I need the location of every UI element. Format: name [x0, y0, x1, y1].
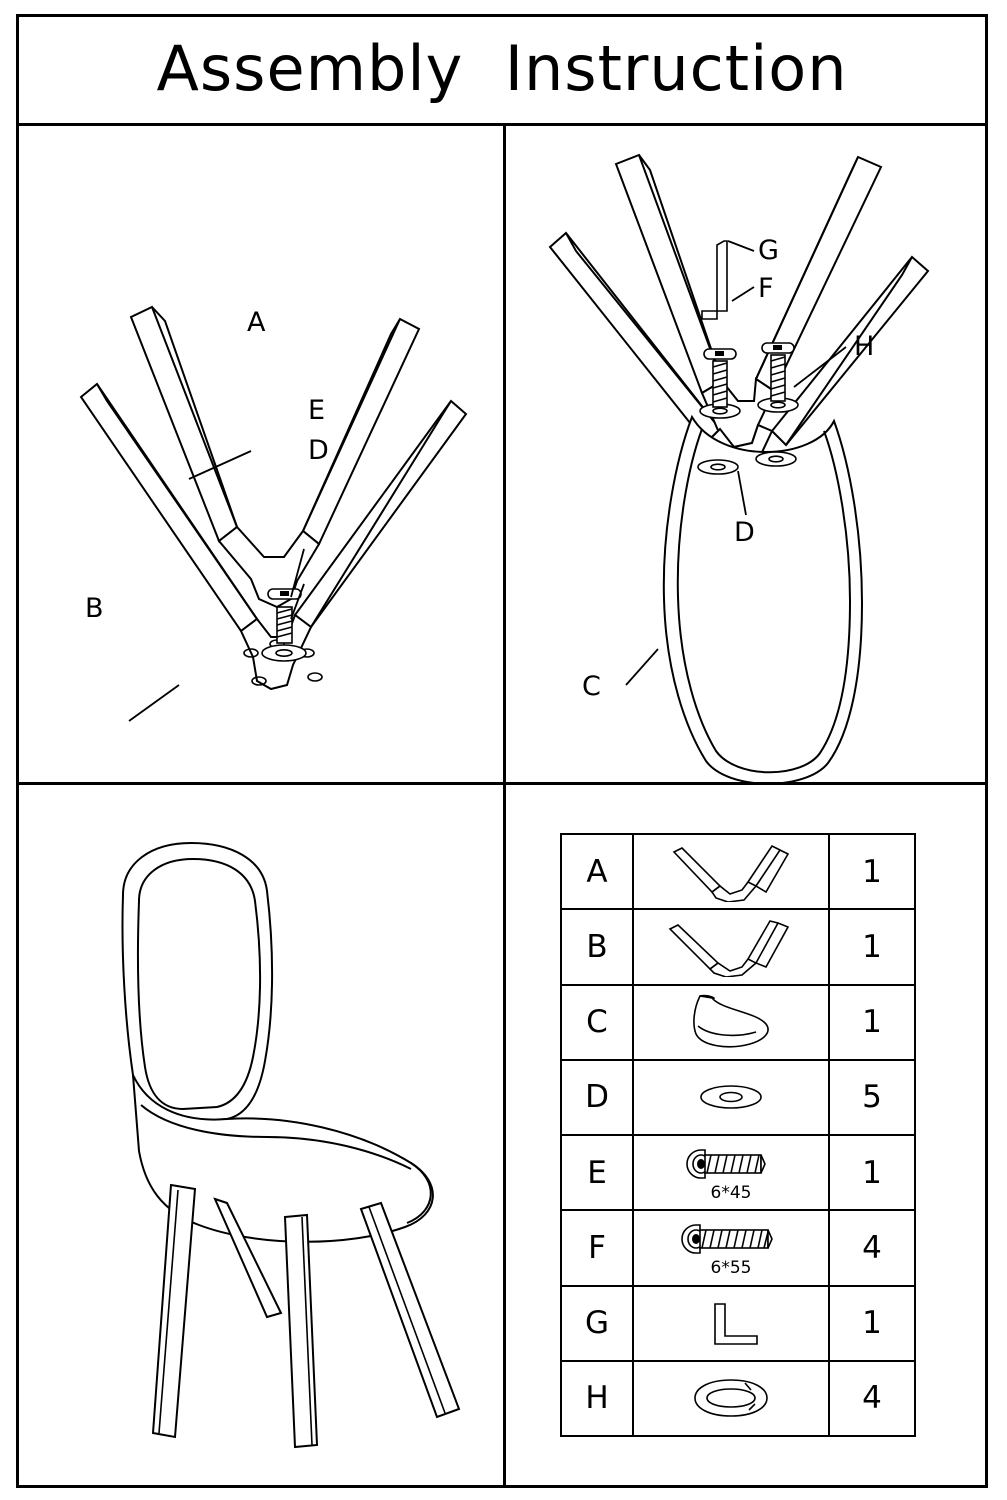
part-code: B [562, 910, 634, 983]
part-code: D [562, 1061, 634, 1134]
part-qty: 5 [862, 1079, 882, 1116]
part-qty: 1 [862, 928, 882, 965]
label-B: B [85, 593, 104, 624]
part-code: F [562, 1211, 634, 1284]
part-icon-allen-key [634, 1287, 830, 1360]
table-row [562, 1287, 914, 1362]
table-row [562, 1362, 914, 1435]
part-code: C [562, 986, 634, 1059]
label-F: F [758, 273, 774, 304]
part-icon-spring-washer [634, 1362, 830, 1435]
part-code: G [562, 1287, 634, 1360]
part-code: E [562, 1136, 634, 1209]
part-icon-seat-shell [634, 986, 830, 1059]
part-icon-hex-socket-bolt-long [634, 1211, 830, 1284]
label-A: A [247, 307, 266, 338]
part-icon-leg-frame-v-shape-2 [634, 910, 830, 983]
part-icon-flat-washer [634, 1061, 830, 1134]
part-code: H [562, 1362, 634, 1435]
label-G: G [758, 235, 779, 266]
table-row [562, 910, 914, 985]
parts-table [560, 833, 916, 1437]
label-D: D [308, 435, 329, 466]
page-title: Assembly Instruction [156, 32, 848, 105]
table-row [562, 1061, 914, 1136]
label-D: D [734, 517, 755, 548]
part-size: 6*55 [710, 1257, 752, 1278]
part-qty: 1 [862, 1154, 882, 1191]
panel-step-1 [19, 129, 503, 782]
title-bar [16, 14, 988, 126]
part-qty: 1 [862, 1305, 882, 1342]
label-H: H [854, 331, 875, 362]
table-row [562, 835, 914, 910]
part-icon-leg-frame-v-shape [634, 835, 830, 908]
part-code: A [562, 835, 634, 908]
label-C: C [582, 671, 601, 702]
part-qty: 4 [862, 1229, 882, 1266]
panel-step-2 [506, 129, 988, 782]
part-size: 6*45 [710, 1182, 752, 1203]
part-qty: 4 [862, 1380, 882, 1417]
panel-finished-chair [19, 785, 503, 1488]
part-qty: 1 [862, 1004, 882, 1041]
label-E: E [308, 395, 326, 426]
part-icon-hex-socket-bolt [634, 1136, 830, 1209]
table-row [562, 1211, 914, 1286]
table-row [562, 986, 914, 1061]
table-row [562, 1136, 914, 1211]
part-qty: 1 [862, 853, 882, 890]
